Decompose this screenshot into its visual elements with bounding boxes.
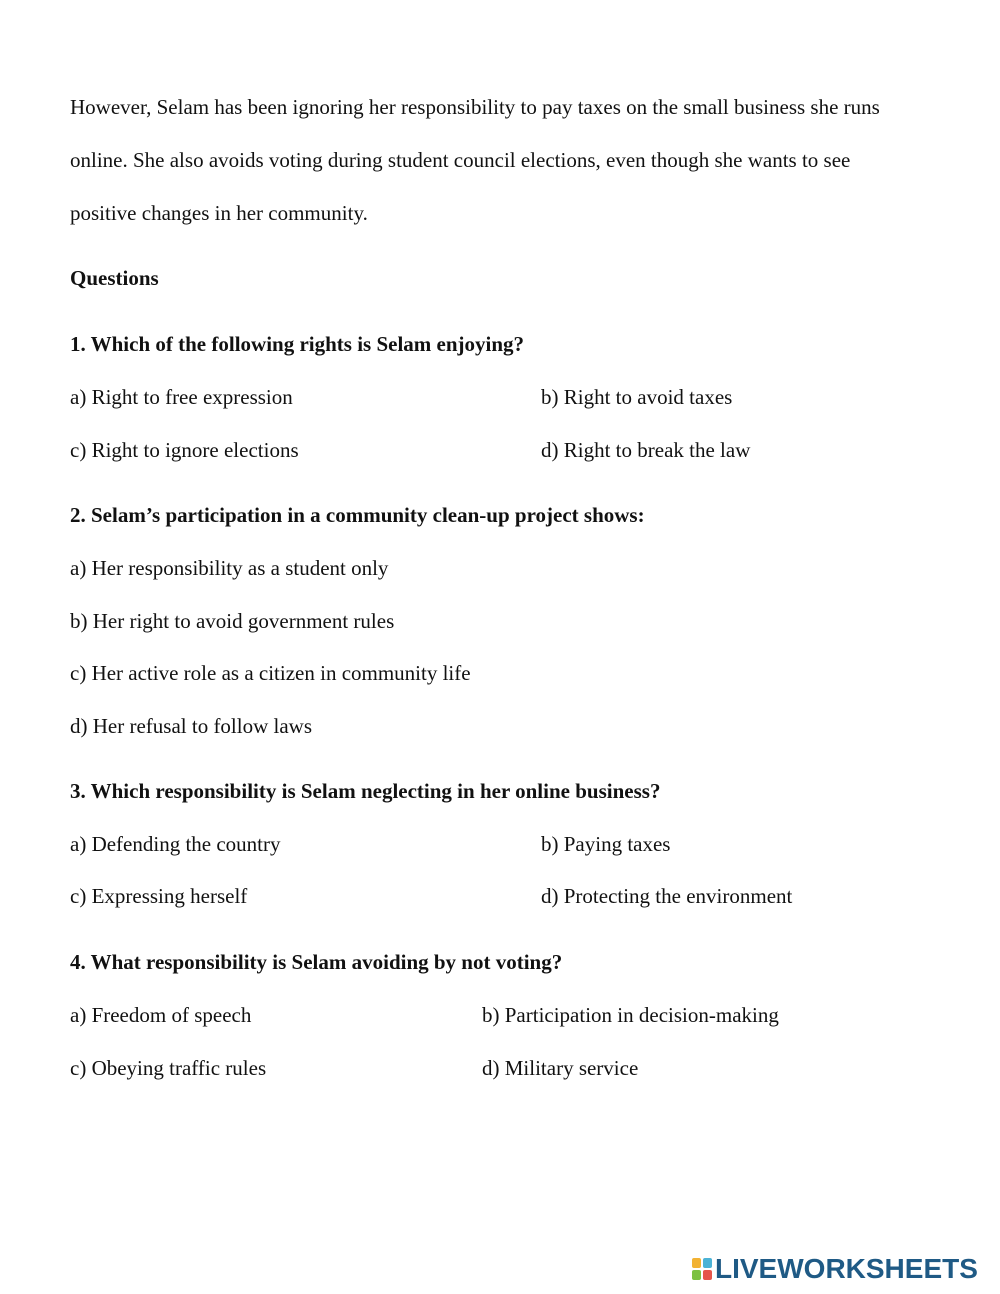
passage-line-2: online. She also avoids voting during student council elections, even though she wants to see: [70, 148, 851, 172]
question-2-option-d[interactable]: d) Her refusal to follow laws: [70, 714, 313, 738]
logo-square-4: [703, 1270, 712, 1280]
passage-line-1: However, Selam has been ignoring her responsibility to pay taxes on the small business she runs: [70, 95, 880, 119]
question-4-option-b[interactable]: b) Participation in decision-making: [482, 1003, 779, 1027]
passage-line-3: positive changes in her community.: [70, 201, 368, 225]
question-4-text: 4. What responsibility is Selam avoiding by not voting?: [70, 950, 563, 974]
question-1-option-a[interactable]: a) Right to free expression: [70, 385, 293, 409]
question-3-option-b[interactable]: b) Paying taxes: [541, 832, 671, 856]
question-2-option-b[interactable]: b) Her right to avoid government rules: [70, 609, 395, 633]
questions-heading: Questions: [70, 266, 159, 290]
question-2-text: 2. Selam’s participation in a community clean-up project shows:: [70, 503, 645, 527]
question-2-option-a[interactable]: a) Her responsibility as a student only: [70, 556, 389, 580]
question-1-option-c[interactable]: c) Right to ignore elections: [70, 438, 299, 462]
question-4-option-a[interactable]: a) Freedom of speech: [70, 1003, 252, 1027]
liveworksheets-logo: [692, 1254, 978, 1284]
logo-square-3: [692, 1270, 701, 1280]
question-3-text: 3. Which responsibility is Selam neglecting in her online business?: [70, 779, 661, 803]
question-3-option-d[interactable]: d) Protecting the environment: [541, 884, 793, 908]
logo-square-1: [692, 1258, 701, 1268]
question-4-option-d[interactable]: d) Military service: [482, 1056, 639, 1080]
question-4-option-c[interactable]: c) Obeying traffic rules: [70, 1056, 267, 1080]
question-1-option-b[interactable]: b) Right to avoid taxes: [541, 385, 733, 409]
question-1-option-d[interactable]: d) Right to break the law: [541, 438, 751, 462]
question-3-option-a[interactable]: a) Defending the country: [70, 832, 281, 856]
question-2-option-c[interactable]: c) Her active role as a citizen in community life: [70, 661, 471, 685]
logo-square-2: [703, 1258, 712, 1268]
question-1-text: 1. Which of the following rights is Selam enjoying?: [70, 332, 525, 356]
question-3-option-c[interactable]: c) Expressing herself: [70, 884, 248, 908]
logo-mark-icon: [692, 1258, 712, 1280]
logo-text: LIVEWORKSHEETS: [715, 1253, 978, 1284]
